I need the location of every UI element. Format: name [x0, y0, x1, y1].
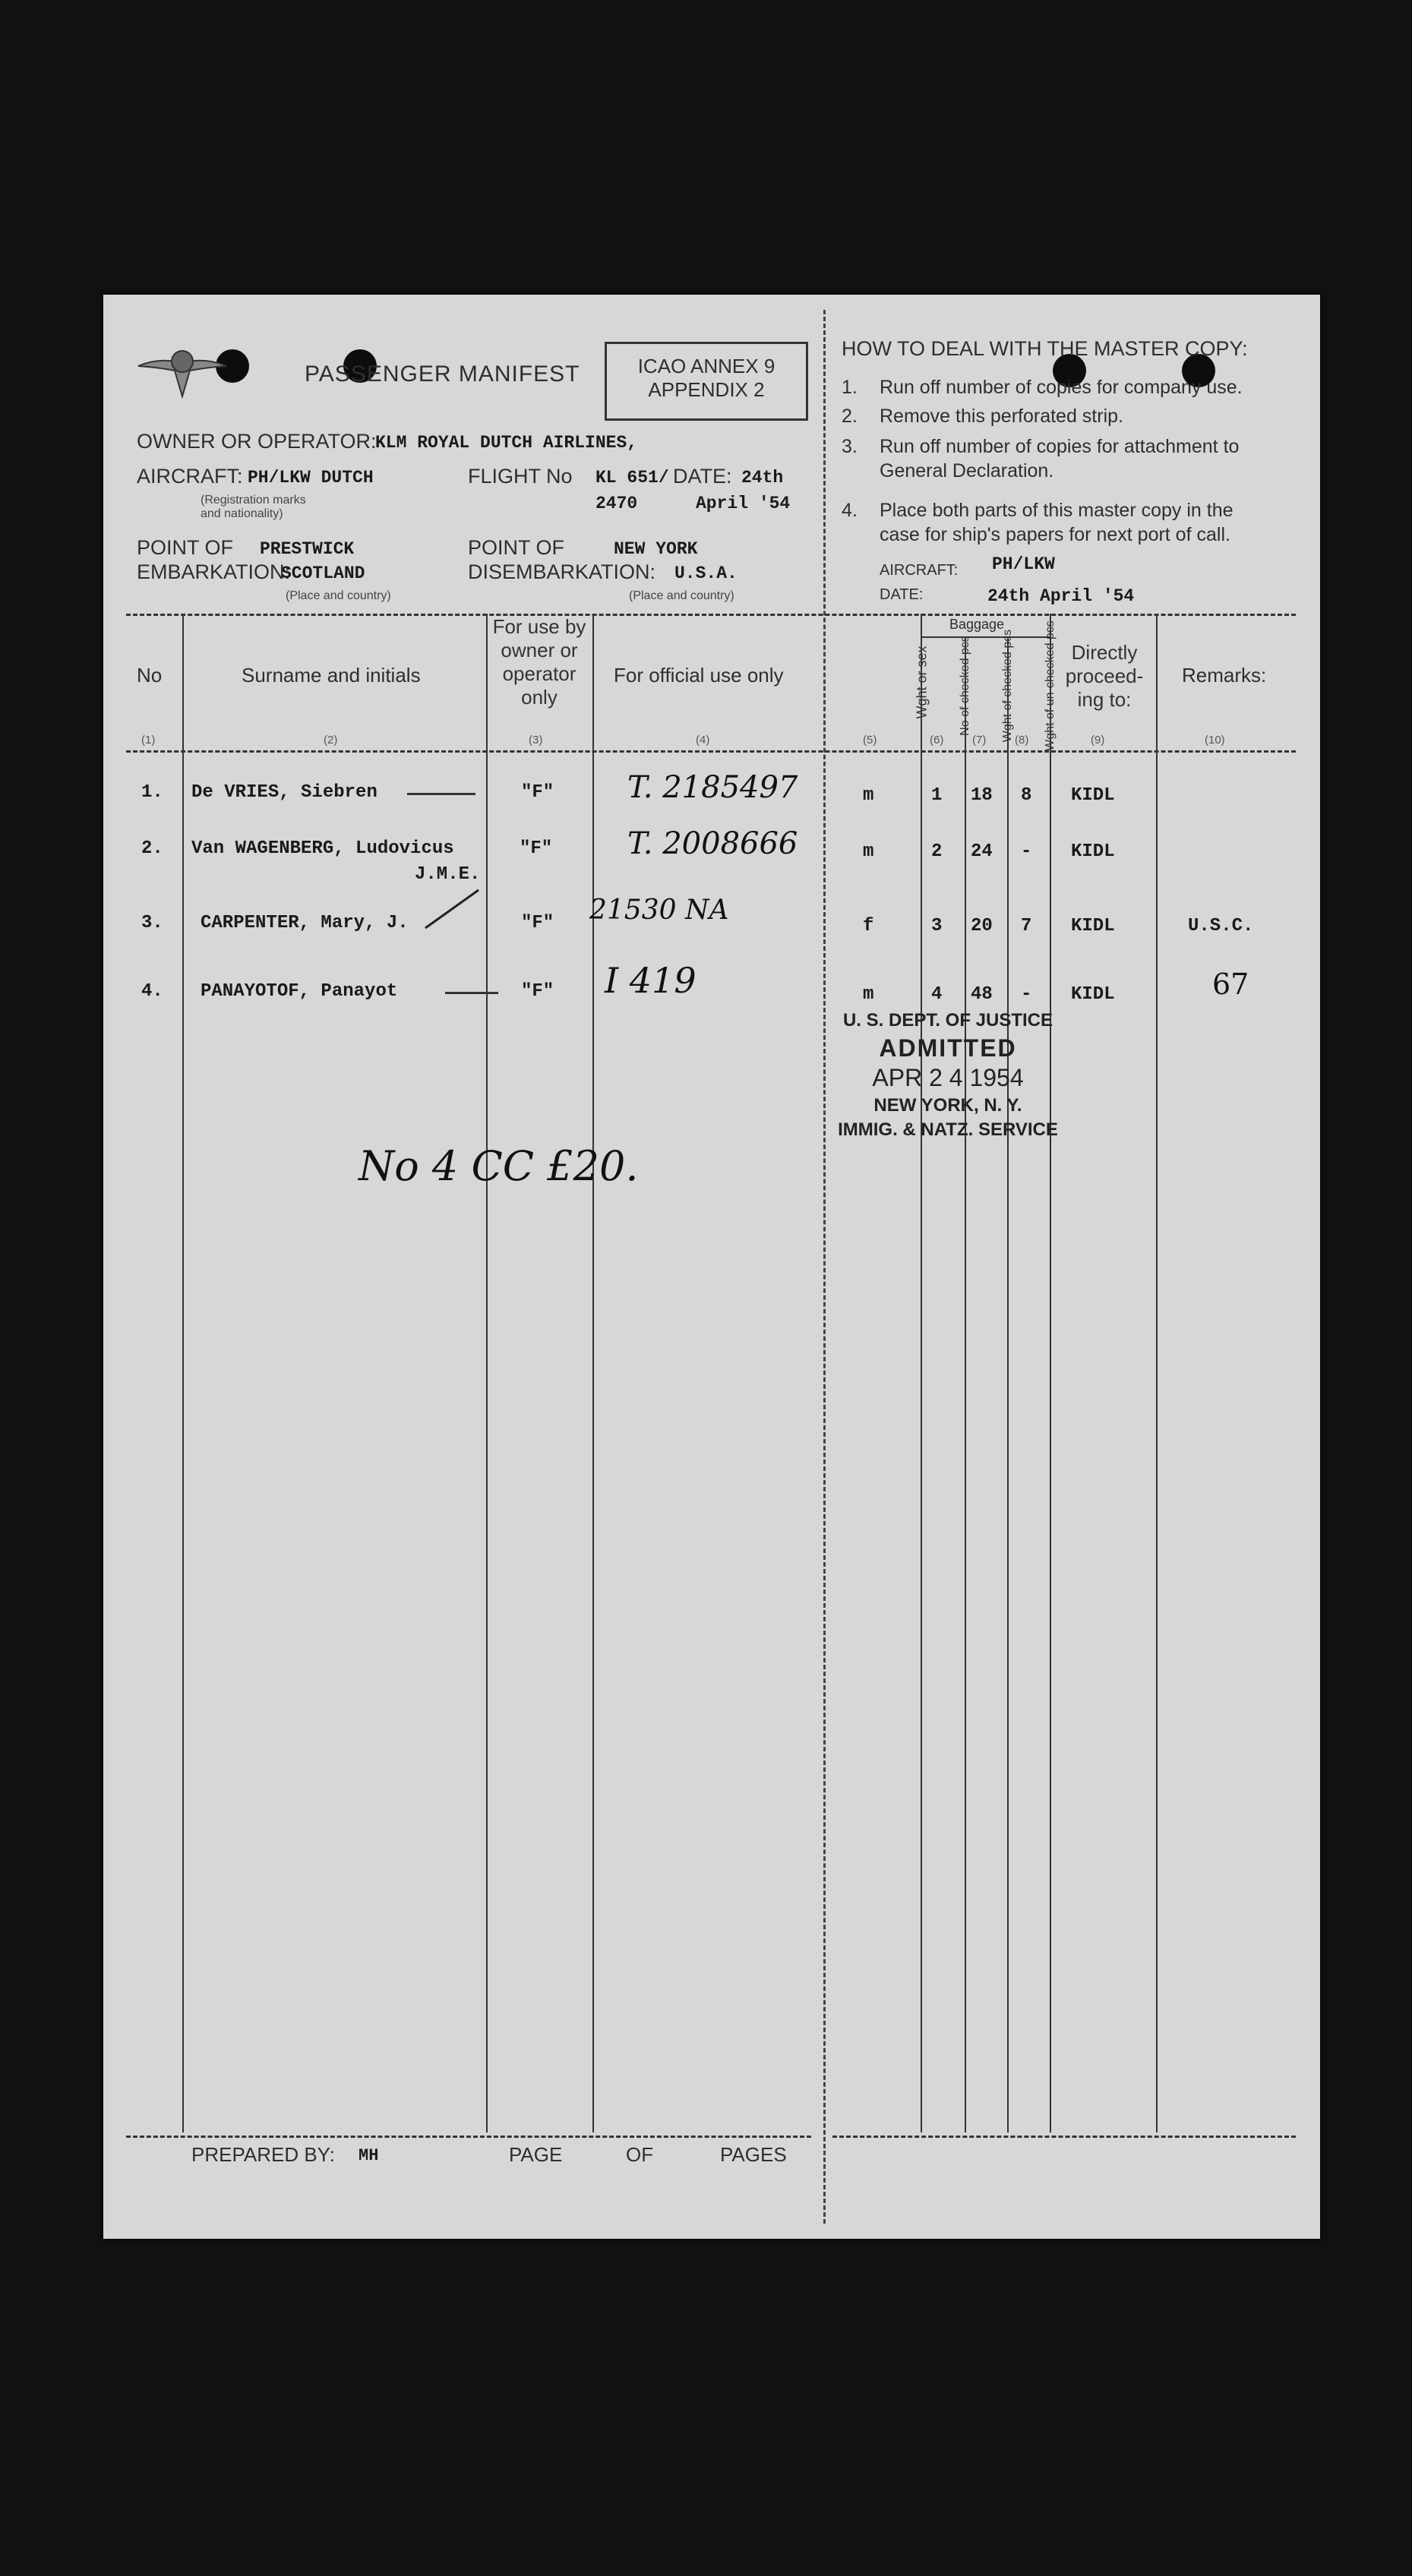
column-divider — [182, 614, 184, 2132]
column-number: (7) — [972, 734, 987, 747]
instruction-text: Run off number of copies for company use. — [880, 377, 1243, 398]
passenger-destination: KIDL — [1071, 984, 1115, 1005]
strip-aircraft-label: AIRCRAFT: — [880, 562, 959, 579]
passenger-remark: U.S.C. — [1188, 916, 1254, 936]
column-divider — [921, 614, 922, 2132]
instructions-title: HOW TO DEAL WITH THE MASTER COPY: — [842, 337, 1248, 360]
official-entry: I 419 — [605, 960, 697, 1001]
prepared-by-label: PREPARED BY: — [191, 2143, 335, 2166]
handwritten-note: No 4 CC £20. — [359, 1142, 639, 1190]
strike-dash — [407, 793, 475, 795]
stamp-service: IMMIG. & NATZ. SERVICE — [838, 1119, 1058, 1140]
column-number: (6) — [930, 734, 944, 747]
passenger-name: Van WAGENBERG, Ludovicus — [191, 838, 454, 859]
column-number: (4) — [696, 734, 710, 747]
page-label: PAGE — [509, 2143, 563, 2166]
manifest-document — [103, 295, 1320, 2239]
passenger-name-initials: J.M.E. — [415, 864, 481, 885]
date-label: DATE: — [673, 465, 732, 488]
passenger-weight-unchecked: - — [1021, 841, 1032, 862]
instruction-text: Remove this perforated strip. — [880, 406, 1123, 427]
column-divider — [1007, 636, 1009, 2132]
official-entry: 21530 NA — [589, 895, 729, 926]
strike-slash — [422, 886, 483, 931]
instruction-text: Run off number of copies for attachment to — [880, 436, 1240, 457]
prepared-by-value: MH — [359, 2146, 379, 2165]
passenger-weight-unchecked: - — [1021, 984, 1032, 1005]
passenger-sex: f — [863, 916, 874, 936]
passenger-weight-checked: 18 — [971, 785, 993, 806]
table-header-rule — [126, 750, 1296, 753]
passenger-name: PANAYOTOF, Panayot — [201, 981, 398, 1002]
passenger-number: 2. — [141, 838, 163, 859]
column-header-baggage: Baggage — [949, 617, 1005, 632]
strip-date-value: 24th April '54 — [987, 586, 1135, 606]
flight-value-line2: 2470 — [595, 494, 638, 513]
icao-reference-box — [605, 342, 808, 421]
instruction-number: 2. — [842, 406, 858, 427]
passenger-sex: m — [863, 785, 874, 806]
passenger-pieces: 2 — [931, 841, 943, 862]
instruction-text: General Declaration. — [880, 460, 1054, 481]
column-divider — [592, 614, 594, 2132]
column-number: (1) — [141, 734, 156, 747]
column-header-wght-checked: Wght of checked pcs — [1001, 629, 1014, 743]
column-header-num-checked: No of checked pcs — [959, 636, 971, 736]
stamp-location: NEW YORK, N. Y. — [873, 1095, 1022, 1116]
stamp-date: APR 2 4 1954 — [872, 1064, 1024, 1091]
column-number: (5) — [863, 734, 877, 747]
passenger-pieces: 3 — [931, 916, 943, 936]
passenger-number: 4. — [141, 981, 163, 1002]
footer-rule — [832, 2136, 1296, 2138]
passenger-sex: m — [863, 984, 874, 1005]
embarkation-note: (Place and country) — [286, 589, 391, 602]
passenger-pieces: 4 — [931, 984, 943, 1005]
passenger-number: 3. — [141, 913, 163, 933]
stamp-status: ADMITTED — [879, 1034, 1017, 1062]
passenger-destination: KIDL — [1071, 841, 1115, 862]
column-divider — [965, 636, 966, 2132]
strip-aircraft-value: PH/LKW — [992, 554, 1055, 574]
disembarkation-value: U.S.A. — [674, 564, 738, 583]
owner-label: OWNER OR OPERATOR: — [137, 430, 377, 453]
column-header-surname: Surname and initials — [242, 664, 421, 687]
column-header-wght-sex: Wght or sex — [914, 646, 930, 719]
of-label: OF — [626, 2143, 654, 2166]
aircraft-label: AIRCRAFT: — [137, 465, 243, 488]
passenger-name: CARPENTER, Mary, J. — [201, 913, 409, 933]
flight-label: FLIGHT No — [468, 465, 573, 488]
disembarkation-label: POINT OF — [468, 536, 565, 559]
column-header-no: No — [137, 664, 163, 687]
passenger-weight-checked: 20 — [971, 916, 993, 936]
column-number: (2) — [324, 734, 338, 747]
embarkation-label: EMBARKATION: — [137, 560, 291, 583]
passenger-remark: 67 — [1212, 968, 1249, 1001]
embarkation-value: PRESTWICK — [260, 539, 355, 559]
column-number: (9) — [1091, 734, 1105, 747]
icao-appendix-label: APPENDIX 2 — [648, 378, 765, 401]
passenger-code: "F" — [520, 838, 553, 859]
column-number: (8) — [1015, 734, 1029, 747]
column-header-remarks: Remarks: — [1182, 664, 1267, 687]
date-value: 24th — [741, 468, 784, 488]
passenger-destination: KIDL — [1071, 916, 1115, 936]
column-divider — [1156, 614, 1158, 2132]
baggage-header-rule — [921, 636, 1050, 638]
instruction-number: 1. — [842, 377, 858, 398]
aircraft-value: PH/LKW DUTCH — [248, 468, 374, 488]
passenger-code: "F" — [521, 981, 554, 1002]
column-header-wght-unchecked: Wght of un-checked pcs — [1044, 620, 1057, 751]
column-divider — [1050, 614, 1051, 2132]
strip-date-label: DATE: — [880, 586, 924, 603]
page-title: PASSENGER MANIFEST — [305, 361, 580, 387]
disembarkation-value: NEW YORK — [614, 539, 698, 559]
table-top-rule — [126, 614, 1296, 616]
owner-value: KLM ROYAL DUTCH AIRLINES, — [375, 433, 638, 453]
official-entry: T. 2008666 — [627, 826, 798, 861]
flight-value: KL 651/ — [595, 468, 669, 488]
pages-label: PAGES — [720, 2143, 787, 2166]
strike-dash — [445, 992, 498, 994]
official-entry: T. 2185497 — [627, 770, 798, 805]
passenger-number: 1. — [141, 782, 163, 803]
footer-rule — [126, 2136, 811, 2138]
passenger-code: "F" — [521, 782, 554, 803]
perforation-line — [823, 310, 826, 2224]
passenger-weight-checked: 24 — [971, 841, 993, 862]
instruction-number: 3. — [842, 436, 858, 457]
column-divider — [486, 614, 488, 2132]
passenger-name: De VRIES, Siebren — [191, 782, 377, 803]
instruction-number: 4. — [842, 500, 858, 521]
aircraft-note: and nationality) — [201, 507, 283, 520]
passenger-code: "F" — [521, 913, 554, 933]
column-header-owner-use: For use by owner or operator only — [492, 615, 586, 709]
embarkation-label: POINT OF — [137, 536, 234, 559]
date-value-line2: April '54 — [696, 494, 791, 513]
airline-emblem-icon — [137, 340, 228, 401]
icao-annex-label: ICAO ANNEX 9 — [637, 355, 775, 377]
column-header-official: For official use only — [614, 664, 784, 687]
instruction-text: Place both parts of this master copy in the — [880, 500, 1234, 521]
passenger-sex: m — [863, 841, 874, 862]
passenger-weight-checked: 48 — [971, 984, 993, 1005]
disembarkation-note: (Place and country) — [629, 589, 734, 602]
column-header-proceeding: Directly proceed-ing to: — [1065, 641, 1144, 711]
embarkation-value: SCOTLAND — [281, 564, 365, 583]
immigration-stamp — [834, 1010, 1062, 1141]
passenger-weight-unchecked: 7 — [1021, 916, 1032, 936]
instruction-text: case for ship's papers for next port of call. — [880, 524, 1230, 545]
aircraft-note: (Registration marks — [201, 494, 306, 507]
passenger-weight-unchecked: 8 — [1021, 785, 1032, 806]
passenger-pieces: 1 — [931, 785, 943, 806]
disembarkation-label: DISEMBARKATION: — [468, 560, 656, 583]
stamp-department: U. S. DEPT. OF JUSTICE — [842, 1010, 1053, 1031]
column-number: (3) — [529, 734, 543, 747]
passenger-destination: KIDL — [1071, 785, 1115, 806]
column-number: (10) — [1205, 734, 1225, 747]
